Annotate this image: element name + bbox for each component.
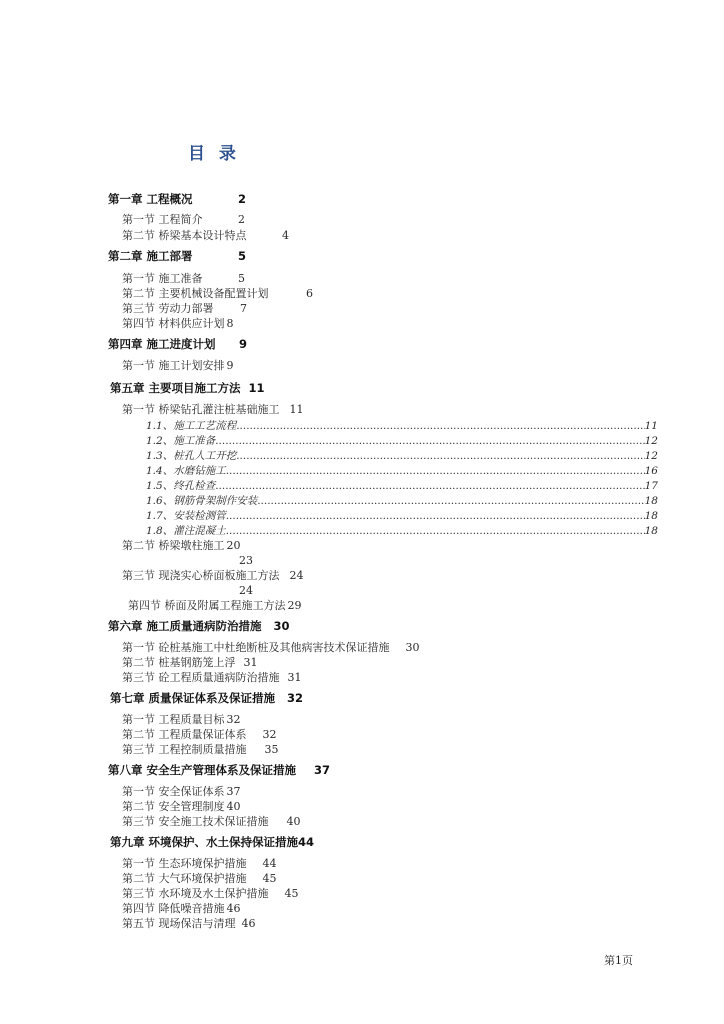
toc-chapter[interactable] [110, 690, 303, 706]
toc-entry-text: 第三节 劳动力部署 [122, 302, 214, 315]
toc-entry-text: 第一节 施工准备 [122, 272, 203, 285]
toc-entry-text: 1.4、水磨钻施工 [146, 465, 226, 477]
toc-section[interactable] [122, 886, 299, 902]
toc-page-number: 45 [262, 872, 277, 885]
toc-entry-text: 1.1、施工工艺流程 [146, 420, 237, 432]
toc-leader-dots [236, 448, 644, 464]
toc-section[interactable] [122, 799, 241, 815]
toc-entry-text: 1.3、桩孔人工开挖 [146, 450, 237, 462]
toc-subsection[interactable] [146, 523, 658, 539]
toc-page-number: 31 [243, 656, 258, 669]
toc-entry-text: 第一节 安全保证体系 [122, 785, 225, 798]
toc-page-number: 7 [240, 302, 247, 315]
toc-page-number: 9 [226, 359, 234, 372]
toc-leader-dots [257, 493, 644, 509]
toc-page-number: 5 [238, 249, 247, 263]
toc-entry-text: 第一节 生态环境保护措施 [122, 857, 247, 870]
toc-section[interactable] [122, 871, 277, 887]
toc-section[interactable] [122, 742, 279, 758]
toc-section[interactable] [122, 301, 247, 317]
toc-page-number: 37 [226, 785, 241, 798]
toc-entry-text: 第九章 环境保护、水土保持保证措施 [110, 835, 299, 849]
toc-chapter[interactable] [108, 762, 330, 778]
toc-page-number: 24 [289, 569, 304, 582]
toc-page-number: 46 [226, 902, 241, 915]
toc-subsection[interactable] [146, 493, 658, 509]
toc-section[interactable] [122, 901, 241, 917]
toc-page-number: 30 [405, 641, 420, 654]
toc-page-number: 44 [262, 857, 277, 870]
toc-entry-text: 第一节 桥梁钻孔灌注桩基础施工 [122, 403, 280, 416]
toc-page-number: 18 [644, 525, 658, 537]
toc-page-number: 2 [238, 192, 247, 206]
toc-chapter[interactable] [108, 248, 247, 264]
toc-page-number: 40 [226, 800, 241, 813]
toc-page-number: 8 [226, 317, 234, 330]
toc-entry-text: 第一节 工程简介 [122, 213, 203, 226]
toc-page-number: 35 [264, 743, 279, 756]
toc-page-number: 18 [644, 510, 658, 522]
toc-page-number: 24 [239, 584, 253, 597]
toc-page-number: 11 [289, 403, 304, 416]
toc-section[interactable] [122, 228, 289, 244]
toc-chapter[interactable] [108, 336, 248, 352]
toc-page-number: 11 [248, 381, 265, 395]
toc-section[interactable] [122, 712, 241, 728]
toc-section[interactable] [122, 814, 301, 830]
toc-entry-text: 第二节 工程质量保证体系 [122, 728, 247, 741]
toc-entry-text: 第二节 桩基钢筋笼上浮 [122, 656, 236, 669]
toc-section[interactable] [128, 598, 302, 614]
toc-entry-text: 第二节 桥梁基本设计特点 [122, 229, 247, 242]
toc-entry-text: 第三节 现浇实心桥面板施工方法 [122, 569, 280, 582]
toc-page-number: 17 [644, 480, 658, 492]
toc-entry-text: 第五章 主要项目施工方法 [110, 381, 241, 395]
toc-subsection[interactable] [146, 433, 658, 449]
toc-subsection[interactable] [146, 478, 658, 494]
toc-subsection[interactable] [146, 508, 658, 524]
toc-page-number: 40 [286, 815, 301, 828]
toc-entry-text: 第一章 工程概况 [108, 192, 193, 206]
toc-entry-text: 1.8、灌注混凝土 [146, 525, 226, 537]
toc-entry-text: 1.7、安装检测管 [146, 510, 226, 522]
toc-section[interactable] [122, 655, 258, 671]
toc-subsection[interactable] [146, 448, 658, 464]
toc-entry-text: 第二节 主要机械设备配置计划 [122, 287, 269, 300]
toc-page-number: 4 [282, 229, 289, 242]
toc-entry-text: 第二节 大气环境保护措施 [122, 872, 247, 885]
toc-section[interactable] [122, 358, 234, 374]
toc-entry-text: 第四章 施工进度计划 [108, 337, 216, 351]
toc-page-number: 20 [226, 539, 241, 552]
toc-leader-dots [226, 508, 645, 524]
toc-entry-text: 第一节 砼桩基施工中杜绝断桩及其他病害技术保证措施 [122, 641, 390, 654]
toc-entry-text: 第二节 桥梁墩柱施工 [122, 539, 225, 552]
toc-entry-text: 第三节 安全施工技术保证措施 [122, 815, 269, 828]
toc-page-number: 11 [644, 420, 658, 432]
toc-page-number: 31 [287, 671, 302, 684]
toc-page-number: 32 [226, 713, 241, 726]
toc-section[interactable] [122, 784, 241, 800]
toc-leader-dots [215, 478, 644, 494]
toc-section[interactable] [122, 286, 313, 302]
toc-chapter[interactable] [110, 834, 314, 850]
toc-entry-text: 第三节 水环境及水土保护措施 [122, 887, 269, 900]
toc-page-number: 5 [238, 272, 245, 285]
toc-section[interactable] [122, 916, 256, 932]
toc-section[interactable] [122, 640, 420, 656]
toc-entry-text: 第四节 桥面及附属工程施工方法 [128, 599, 286, 612]
toc-page-number: 2 [238, 213, 245, 226]
toc-entry-text: 第八章 安全生产管理体系及保证措施 [108, 763, 297, 777]
toc-entry-text: 第三节 砼工程质量通病防治措施 [122, 671, 280, 684]
toc-page-number: 46 [241, 917, 256, 930]
toc-entry-text: 第四节 材料供应计划 [122, 317, 225, 330]
toc-page-number: 9 [239, 337, 248, 351]
toc-section[interactable] [122, 568, 304, 584]
toc-section[interactable] [122, 316, 234, 332]
toc-entry-text: 1.2、施工准备 [146, 435, 216, 447]
toc-section[interactable] [122, 727, 277, 743]
toc-entry-text: 第一节 施工计划安排 [122, 359, 225, 372]
toc-subsection[interactable] [146, 418, 658, 434]
toc-section[interactable] [122, 402, 304, 418]
toc-leader-dots [226, 463, 645, 479]
toc-leader-dots [215, 433, 644, 449]
toc-chapter[interactable] [108, 191, 247, 207]
toc-page-number: 16 [644, 465, 658, 477]
toc-section[interactable] [122, 670, 302, 686]
toc-leader-dots [236, 418, 644, 434]
toc-page-number: 32 [287, 691, 304, 705]
toc-section[interactable] [122, 212, 245, 228]
toc-section[interactable] [122, 856, 277, 872]
toc-entry-text: 第六章 施工质量通病防治措施 [108, 619, 262, 633]
toc-entry-text: 第四节 降低噪音措施 [122, 902, 225, 915]
toc-entry-text: 第七章 质量保证体系及保证措施 [110, 691, 276, 705]
toc-page-number: 32 [262, 728, 277, 741]
toc-page-number: 12 [644, 450, 658, 462]
toc-page-number: 6 [306, 287, 313, 300]
toc-chapter[interactable] [108, 618, 290, 634]
toc-leader-dots [226, 523, 645, 539]
page-footer-number: 第1页 [604, 954, 633, 967]
toc-subsection[interactable] [146, 463, 658, 479]
toc-page-number: 23 [239, 554, 253, 567]
toc-title: 目 录 [188, 144, 240, 164]
toc-page-number: 18 [644, 495, 658, 507]
toc-page-number: 30 [273, 619, 290, 633]
toc-page-number: 29 [287, 599, 302, 612]
toc-entry-text: 第二节 安全管理制度 [122, 800, 225, 813]
toc-chapter[interactable] [110, 380, 265, 396]
toc-page-number: 44 [298, 835, 315, 849]
toc-entry-text: 1.5、终孔检查 [146, 480, 216, 492]
toc-page-number: 12 [644, 435, 658, 447]
toc-page-number: 37 [314, 763, 331, 777]
toc-entry-text: 第三节 工程控制质量措施 [122, 743, 247, 756]
toc-entry-text: 第一节 工程质量目标 [122, 713, 225, 726]
toc-section[interactable] [122, 538, 241, 554]
toc-entry-text: 1.6、钢筋骨架制作安装 [146, 495, 258, 507]
toc-section[interactable] [122, 271, 245, 287]
toc-entry-text: 第二章 施工部署 [108, 249, 193, 263]
toc-entry-text: 第五节 现场保洁与清理 [122, 917, 236, 930]
toc-page-number: 45 [284, 887, 299, 900]
